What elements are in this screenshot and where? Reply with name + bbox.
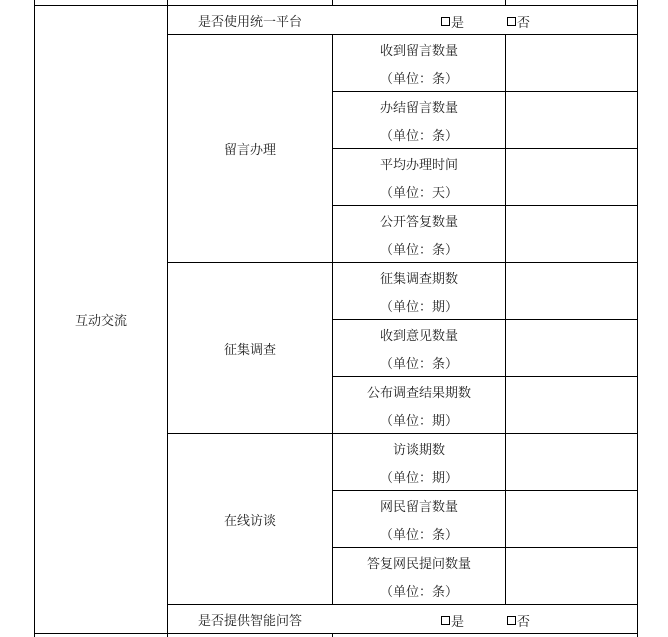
table-border: [332, 0, 333, 6]
metric-cell: [333, 491, 505, 548]
metric-cell: [333, 548, 505, 605]
metric-cell: [333, 92, 505, 149]
metric-name: 答复网民提问数量: [366, 557, 471, 572]
metric-cell: [333, 320, 505, 377]
checkbox-icon[interactable]: [441, 616, 450, 625]
metric-cell: [333, 206, 505, 263]
metric-cell: [333, 35, 505, 92]
metric-cell: [333, 434, 505, 491]
group-label-online-interview: 在线访谈: [223, 513, 276, 529]
metric-name: 公布调查结果期数: [366, 386, 471, 401]
group-label-survey: 征集调查: [223, 342, 276, 358]
option-label: 是: [451, 615, 465, 630]
table-border: [34, 633, 638, 634]
value-input-cell[interactable]: [506, 491, 636, 547]
metric-name: 收到意见数量: [379, 329, 458, 344]
metric-name: 平均办理时间: [379, 158, 458, 173]
metric-cell: [333, 149, 505, 206]
metric-name: 访谈期数: [392, 443, 445, 458]
value-input-cell[interactable]: [506, 92, 636, 148]
metric-unit: （单位：条）: [379, 585, 458, 600]
checkbox-icon[interactable]: [507, 17, 516, 26]
table-border: [505, 0, 506, 6]
unified-platform-no-option[interactable]: [507, 12, 530, 31]
value-input-cell[interactable]: [506, 377, 636, 433]
metric-unit: （单位：条）: [379, 528, 458, 543]
value-input-cell[interactable]: [506, 548, 636, 604]
metric-name: 网民留言数量: [379, 500, 458, 515]
value-input-cell[interactable]: [506, 149, 636, 205]
metric-unit: （单位：条）: [379, 243, 458, 258]
group-label-message-handling: 留言办理: [223, 143, 276, 158]
metric-name: 收到留言数量: [379, 44, 458, 59]
metric-unit: （单位：条）: [379, 357, 458, 372]
checkbox-icon[interactable]: [441, 17, 450, 26]
metric-name: 征集调查期数: [379, 272, 458, 287]
metric-unit: （单位：条）: [379, 129, 458, 144]
option-label: 否: [517, 16, 531, 31]
value-input-cell[interactable]: [506, 434, 636, 490]
metric-unit: （单位：期）: [379, 300, 458, 315]
table-border: [637, 0, 638, 637]
metric-unit: （单位：期）: [379, 414, 458, 429]
metric-name: 公开答复数量: [379, 215, 458, 230]
unified-platform-label: 是否使用统一平台: [197, 14, 302, 30]
smart-qa-label: 是否提供智能问答: [197, 613, 302, 629]
value-input-cell[interactable]: [506, 35, 636, 91]
metric-cell: [333, 377, 505, 434]
option-label: 是: [451, 16, 465, 31]
section-label: 互动交流: [74, 314, 127, 329]
metric-unit: （单位：天）: [379, 186, 458, 201]
smart-qa-no-option[interactable]: [507, 611, 530, 630]
value-input-cell[interactable]: [506, 206, 636, 262]
metric-unit: （单位：条）: [379, 72, 458, 87]
metric-cell: [333, 263, 505, 320]
value-input-cell[interactable]: [506, 320, 636, 376]
metric-name: 办结留言数量: [379, 101, 458, 116]
metric-unit: （单位：期）: [379, 471, 458, 486]
option-label: 否: [517, 615, 531, 630]
checkbox-icon[interactable]: [507, 616, 516, 625]
unified-platform-yes-option[interactable]: [441, 12, 464, 31]
value-input-cell[interactable]: [506, 263, 636, 319]
smart-qa-yes-option[interactable]: [441, 611, 464, 630]
table-border: [332, 633, 333, 637]
